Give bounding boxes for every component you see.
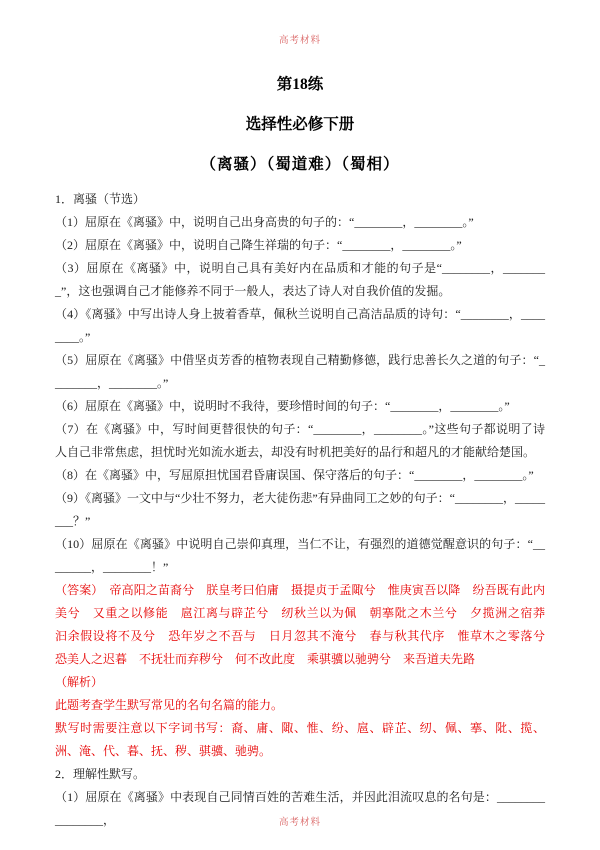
question-item: （8）在《离骚》中，写屈原担忧国君昏庸误国、保守落后的句子：“________，________。”: [55, 468, 534, 482]
works-title: （离骚）（蜀道难）（蜀相）: [200, 156, 400, 173]
question-item: （2）屈原在《离骚》中，说明自己降生祥瑞的句子：“________，________。”: [55, 238, 462, 252]
analysis-line: 此题考查学生默写常见的名句名篇的能力。: [55, 698, 284, 712]
practice-title: 第18练: [276, 76, 324, 93]
question-item: （3）屈原在《离骚》中，说明自己具有美好内在品质和才能的句子是“________，________”，这也强调自己才能修养不同于一般人，表达了诗人对自我价值的发掘。: [55, 261, 545, 298]
page-footer-brand: 高考材料: [278, 818, 321, 828]
answers-text: （答案） 帝高阳之苗裔兮 朕皇考曰伯庸 摄提贞于孟陬兮 惟庚寅吾以降 纷吾既有此内美兮 又重之以修能 扈江离与辟芷兮 纫秋兰以为佩 朝搴阰之木兰兮 夕揽洲之宿莽 汩余假设将不及兮 恐年岁之不吾与 日月忽其不淹兮 春与秋其代序 惟草木之零落兮 恐美人之迟暮 不抚壮而弃秽兮 何不改此度 乘骐骥以驰骋兮 来吾道夫先路: [55, 583, 558, 666]
question-item: （4）《离骚》中写出诗人身上披着香草，佩秋兰说明自己高洁品质的诗句：“________，________。”: [55, 307, 545, 344]
question-item: （5）屈原在《离骚》中借坚贞芳香的植物表现自己精勤修德，践行忠善长久之道的句子：“________，________。”: [55, 353, 545, 390]
question-item: （1）屈原在《离骚》中表现自己同情百姓的苦难生活，并因此泪流叹息的名句是：________________，: [55, 790, 545, 827]
page-header-brand: 高考材料: [278, 36, 321, 46]
document-body: [55, 188, 558, 832]
analysis-label: （解析）: [55, 675, 104, 689]
section2-heading: 2．理解性默写。: [55, 767, 146, 781]
question-item: （9）《离骚》一文中与“少壮不努力，老大徒伤悲”有异曲同工之妙的句子：“________，________？”: [55, 491, 545, 528]
question-item: （6）屈原在《离骚》中，说明时不我待，要珍惜时间的句子：“________，________。”: [55, 399, 510, 413]
book-title: 选择性必修下册: [245, 116, 355, 133]
question-item: （1）屈原在《离骚》中，说明自己出身高贵的句子的：“________，________。”: [55, 215, 474, 229]
section1-heading: 1．离骚（节选）: [55, 192, 146, 206]
question-item: （7）在《离骚》中，写时间更替很快的句子：“________，________。”这些句子都说明了诗人自己非常焦虑，担忧时光如流水逝去，却没有时机把美好的品行和超凡的才能献给楚国。: [55, 422, 545, 459]
question-item: （10）屈原在《离骚》中说明自己崇仰真理，当仁不让，有强烈的道德觉醒意识的句子：“________，________！”: [55, 537, 545, 574]
analysis-line: 默写时需要注意以下字词书写：裔、庸、陬、惟、纷、扈、辟芷、纫、佩、搴、阰、揽、洲、淹、代、暮、抚、秽、骐骥、驰骋。: [55, 721, 545, 758]
